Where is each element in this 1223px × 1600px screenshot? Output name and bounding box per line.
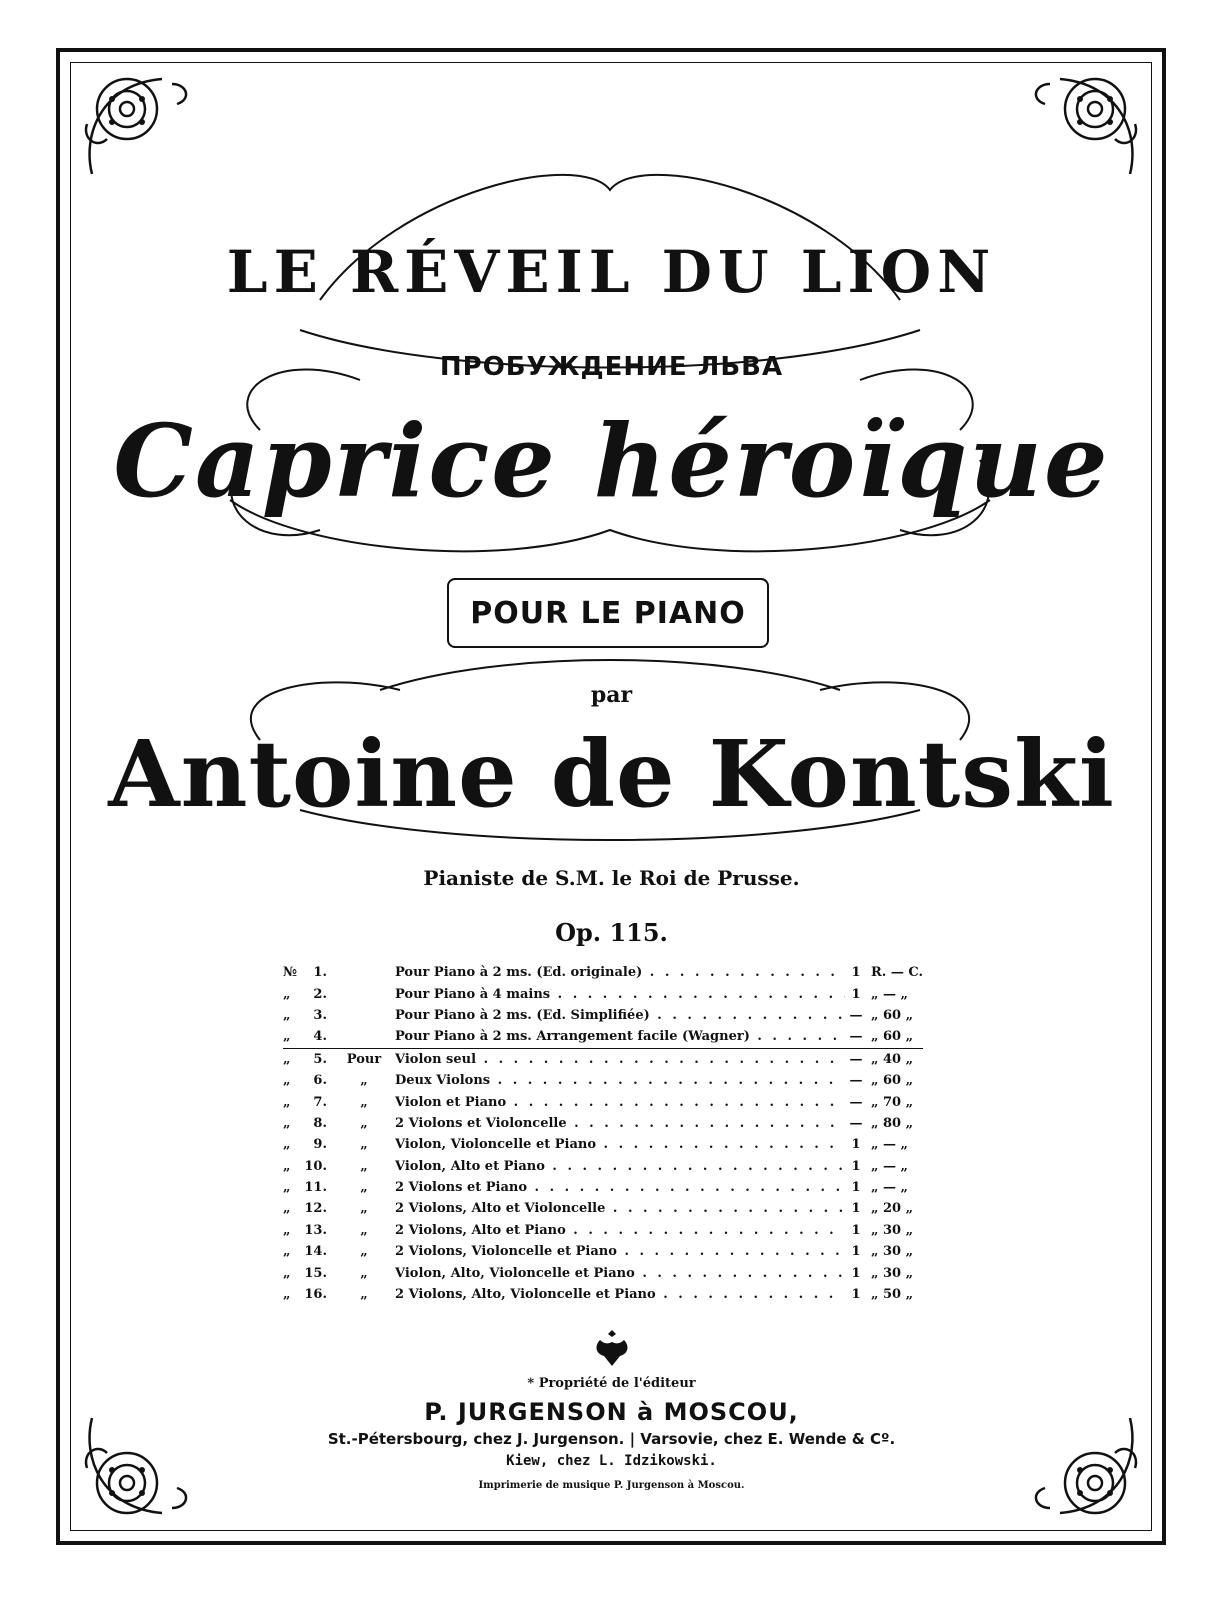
edition-row	[283, 1241, 923, 1262]
edition-num: 14.	[304, 1244, 327, 1260]
edition-pre: „	[283, 1029, 291, 1045]
edition-ctr: „	[360, 1180, 368, 1196]
editions-list	[283, 962, 923, 1305]
edition-pre: „	[283, 1287, 291, 1303]
edition-row	[283, 1005, 923, 1026]
corner-ornament-top-left	[72, 64, 202, 194]
edition-ctr: „	[360, 1222, 368, 1238]
edition-k: „ 30 „	[871, 1265, 914, 1281]
edition-ctr: „	[360, 1201, 368, 1217]
edition-row	[283, 1070, 923, 1091]
composer-role: Pianiste de S.M. le Roi de Prusse.	[423, 866, 800, 890]
edition-r: 1	[851, 1137, 861, 1153]
opus-number: Op. 115.	[555, 918, 668, 947]
edition-pre: „	[283, 1094, 291, 1110]
edition-row	[283, 962, 923, 983]
edition-pre: „	[283, 1222, 291, 1238]
edition-row	[283, 1284, 923, 1305]
instrument-label: POUR LE PIANO	[447, 578, 769, 648]
edition-r: 1	[851, 1201, 861, 1217]
edition-r: —	[849, 1029, 863, 1045]
edition-desc: Violon, Violoncelle et Piano . . .	[395, 1137, 845, 1152]
composer-name: Antoine de Kontski	[108, 720, 1115, 828]
edition-desc: Violon et Piano . . .	[395, 1095, 845, 1110]
edition-desc: Violon seul . . .	[395, 1052, 845, 1067]
edition-r: 1	[851, 1265, 861, 1281]
publisher-kiew: Kiew, chez L. Idzikowski.	[506, 1453, 717, 1469]
edition-ctr: „	[360, 1115, 368, 1131]
edition-ctr: „	[360, 1244, 368, 1260]
corner-ornament-top-right	[1020, 64, 1150, 194]
edition-num: 10.	[304, 1158, 327, 1174]
edition-num: 6.	[313, 1073, 327, 1089]
edition-row	[283, 1026, 923, 1048]
publisher-name: P. JURGENSON à MOSCOU,	[424, 1398, 799, 1426]
edition-k: „ 30 „	[871, 1222, 914, 1238]
title-french: LE RÉVEIL DU LION	[226, 238, 997, 306]
edition-row	[283, 1220, 923, 1241]
edition-desc: Deux Violons . . .	[395, 1073, 845, 1088]
edition-ctr: „	[360, 1158, 368, 1174]
edition-k: „ — „	[871, 1158, 909, 1174]
edition-r: 1	[851, 965, 861, 981]
edition-k: „ 60 „	[871, 1029, 914, 1045]
edition-ctr: „	[360, 1137, 368, 1153]
edition-num: 9.	[313, 1137, 327, 1153]
subtitle: Caprice héroïque	[113, 402, 1110, 520]
title-russian: ПРОБУЖДЕНИЕ ЛЬВА	[439, 352, 784, 382]
edition-num: 13.	[304, 1222, 327, 1238]
edition-desc: 2 Violons, Alto et Violoncelle . . .	[395, 1201, 845, 1216]
edition-r: —	[849, 1073, 863, 1089]
edition-desc: Pour Piano à 4 mains . . .	[395, 987, 845, 1002]
edition-desc: Violon, Alto et Piano . . .	[395, 1159, 845, 1174]
edition-pre: „	[283, 1115, 291, 1131]
edition-row	[283, 1198, 923, 1219]
par-label: par	[590, 682, 633, 708]
edition-desc: Violon, Alto, Violoncelle et Piano . . .	[395, 1266, 845, 1281]
edition-desc: 2 Violons, Violoncelle et Piano . . .	[395, 1244, 845, 1259]
edition-r: 1	[851, 1244, 861, 1260]
edition-ctr: Pour	[346, 1051, 382, 1067]
edition-k: „ 30 „	[871, 1244, 914, 1260]
edition-pre: „	[283, 1007, 291, 1023]
edition-row	[283, 1134, 923, 1155]
edition-desc: 2 Violons, Alto, Violoncelle et Piano . . .	[395, 1287, 845, 1302]
edition-num: 1.	[313, 965, 327, 981]
edition-num: 15.	[304, 1265, 327, 1281]
edition-r: —	[849, 1115, 863, 1131]
edition-row	[283, 1262, 923, 1283]
edition-desc: Pour Piano à 2 ms. Arrangement facile (Wagner) . . .	[395, 1029, 845, 1044]
edition-pre: „	[283, 1073, 291, 1089]
edition-num: 4.	[313, 1029, 327, 1045]
edition-desc: Pour Piano à 2 ms. (Ed. Simplifiée) . . .	[395, 1008, 845, 1023]
printer-line: Imprimerie de musique P. Jurgenson à Moscou.	[478, 1480, 745, 1491]
edition-pre: „	[283, 1158, 291, 1174]
edition-row	[283, 1156, 923, 1177]
imperial-eagle-emblem	[592, 1326, 632, 1370]
edition-r: —	[849, 1051, 863, 1067]
edition-k: „ — „	[871, 1137, 909, 1153]
edition-pre: „	[283, 1180, 291, 1196]
edition-pre: „	[283, 986, 291, 1002]
edition-num: 16.	[304, 1287, 327, 1303]
edition-k: „ 70 „	[871, 1094, 914, 1110]
edition-row	[283, 983, 923, 1004]
edition-k: „ 40 „	[871, 1051, 914, 1067]
edition-desc: 2 Violons et Piano . . .	[395, 1180, 845, 1195]
edition-pre: „	[283, 1201, 291, 1217]
edition-r: 1	[851, 1180, 861, 1196]
property-notice: * Propriété de l'éditeur	[527, 1376, 696, 1391]
edition-r: 1	[851, 1158, 861, 1174]
edition-row	[283, 1113, 923, 1134]
edition-num: 12.	[304, 1201, 327, 1217]
edition-num: 7.	[313, 1094, 327, 1110]
edition-r: 1	[851, 1222, 861, 1238]
edition-num: 11.	[304, 1180, 327, 1196]
edition-k: „ — „	[871, 1180, 909, 1196]
edition-r: 1	[851, 986, 861, 1002]
edition-k: „ 60 „	[871, 1007, 914, 1023]
edition-ctr: „	[360, 1073, 368, 1089]
edition-num: 8.	[313, 1115, 327, 1131]
edition-r: 1	[851, 1287, 861, 1303]
edition-ctr: „	[360, 1265, 368, 1281]
publisher-cities: St.-Pétersbourg, chez J. Jurgenson. | Varsovie, chez E. Wende & Cº.	[327, 1430, 896, 1448]
edition-ctr: „	[360, 1094, 368, 1110]
edition-pre: „	[283, 1051, 291, 1067]
edition-pre: „	[283, 1244, 291, 1260]
edition-k: „ 50 „	[871, 1287, 914, 1303]
edition-pre: „	[283, 1137, 291, 1153]
edition-k: „ 80 „	[871, 1115, 914, 1131]
edition-pre: №	[283, 965, 298, 981]
edition-pre: „	[283, 1265, 291, 1281]
edition-num: 2.	[313, 986, 327, 1002]
edition-k: „ — „	[871, 986, 909, 1002]
edition-desc: 2 Violons et Violoncelle . . .	[395, 1116, 845, 1131]
edition-row	[283, 1091, 923, 1112]
edition-r: —	[849, 1094, 863, 1110]
edition-row	[283, 1177, 923, 1198]
edition-r: —	[849, 1007, 863, 1023]
edition-num: 3.	[313, 1007, 327, 1023]
edition-desc: 2 Violons, Alto et Piano . . .	[395, 1223, 845, 1238]
edition-ctr: „	[360, 1287, 368, 1303]
edition-k: R. — C.	[871, 965, 924, 981]
edition-num: 5.	[313, 1051, 327, 1067]
edition-desc: Pour Piano à 2 ms. (Ed. originale) . . .	[395, 965, 845, 980]
edition-k: „ 60 „	[871, 1073, 914, 1089]
edition-row	[283, 1049, 923, 1070]
edition-k: „ 20 „	[871, 1201, 914, 1217]
